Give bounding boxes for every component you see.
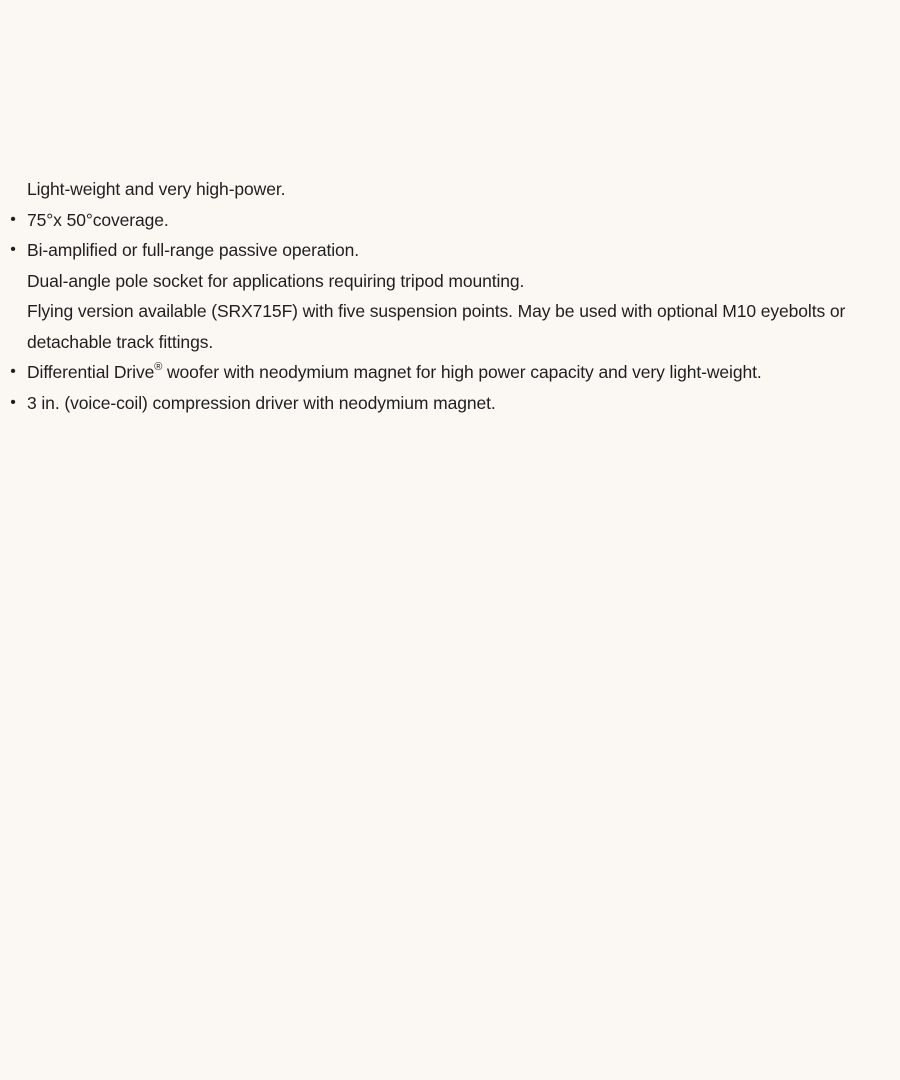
feature-item xyxy=(0,357,900,388)
feature-text: 75°x 50°coverage. xyxy=(27,209,169,230)
feature-item xyxy=(0,205,900,236)
feature-item xyxy=(0,235,900,266)
feature-text: Differential Drive xyxy=(27,362,155,382)
feature-text: Dual-angle pole socket for applications requiring tripod mounting. xyxy=(27,270,525,291)
feature-list xyxy=(0,174,900,418)
registered-mark: ® xyxy=(154,361,163,374)
feature-item xyxy=(0,388,900,419)
feature-text: Light-weight and very high-power. xyxy=(27,179,286,199)
feature-text: Bi-amplified or full-range passive operation. xyxy=(27,240,360,260)
feature-item xyxy=(0,266,900,297)
bullet-icon: • xyxy=(10,363,16,380)
feature-text: Flying version available (SRX715F) with five suspension points. May be used with optional M10 eyebolts or detachable track fittings. xyxy=(27,301,846,352)
bullet-icon: • xyxy=(10,393,16,411)
bullet-icon: • xyxy=(10,210,16,228)
bullet-icon: • xyxy=(10,241,16,258)
feature-item xyxy=(0,296,900,357)
feature-text: 3 in. (voice-coil) compression driver with neodymium magnet. xyxy=(27,392,496,413)
feature-text: woofer with neodymium magnet for high power capacity and very light-weight. xyxy=(162,362,762,382)
feature-item xyxy=(0,174,900,205)
